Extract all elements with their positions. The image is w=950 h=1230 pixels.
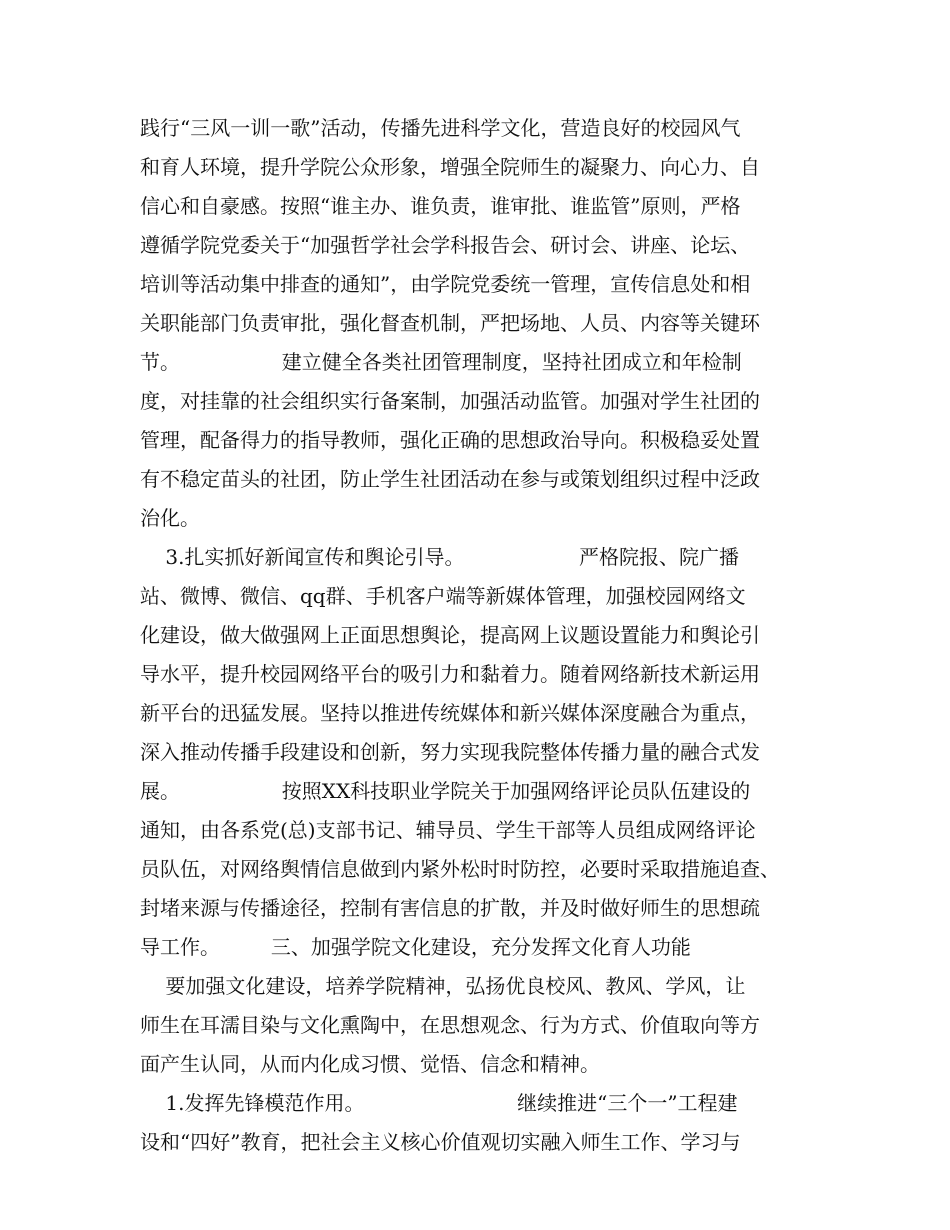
text-line: 践行“三风一训一歌”活动，传播先进科学文化，营造良好的校园风气 (140, 116, 741, 140)
text-line: 导水平，提升校园网络平台的吸引力和黏着力。随着网络新技术新运用 (140, 662, 760, 686)
text-line: 深入推动传播手段建设和创新，努力实现我院整体传播力量的融合式发 (140, 740, 760, 764)
text-line: 站、微博、微信、qq群、手机客户端等新媒体管理，加强校园网络文 (140, 584, 746, 608)
text-line: 3.扎实抓好新闻宣传和舆论引导。 严格院报、院广播 (140, 545, 739, 569)
section-heading-line: 导工作。 三、加强学院文化建设，充分发挥文化育人功能 (140, 935, 691, 959)
text-line: 化建设，做大做强网上正面思想舆论，提高网上议题设置能力和舆论引 (140, 623, 760, 647)
text-line: 关职能部门负责审批，强化督查机制，严把场地、人员、内容等关键环 (140, 311, 760, 335)
text-line: 设和“四好”教育，把社会主义核心价值观切实融入师生工作、学习与 (140, 1130, 741, 1154)
text-line: 有不稳定苗头的社团，防止学生社团活动在参与或策划组织过程中泛政 (140, 467, 760, 491)
text-line: 遵循学院党委关于“加强哲学社会学科报告会、研讨会、讲座、论坛、 (140, 233, 751, 257)
text-line: 培训等活动集中排查的通知”，由学院党委统一管理，宣传信息处和相 (140, 272, 751, 296)
text-line: 度，对挂靠的社会组织实行备案制，加强活动监管。加强对学生社团的 (140, 389, 760, 413)
text-line: 师生在耳濡目染与文化熏陶中，在思想观念、行为方式、价值取向等方 (140, 1013, 760, 1037)
text-line: 员队伍，对网络舆情信息做到内紧外松时时防控，必要时采取措施追查、 (140, 857, 780, 881)
text-line: 封堵来源与传播途径，控制有害信息的扩散，并及时做好师生的思想疏 (140, 896, 760, 920)
text-line: 和育人环境，提升学院公众形象，增强全院师生的凝聚力、向心力、自 (140, 155, 760, 179)
text-line: 要加强文化建设，培养学院精神，弘扬优良校风、教风、学风，让 (140, 974, 746, 998)
text-line: 管理，配备得力的指导教师，强化正确的思想政治导向。积极稳妥处置 (140, 428, 760, 452)
text-line: 新平台的迅猛发展。坚持以推进传统媒体和新兴媒体深度融合为重点， (140, 701, 760, 725)
text-line: 通知，由各系党(总)支部书记、辅导员、学生干部等人员组成网络评论 (140, 818, 756, 842)
text-line: 1.发挥先锋模范作用。 继续推进“三个一”工程建 (140, 1091, 738, 1115)
text-line: 治化。 (140, 506, 200, 530)
text-line: 信心和自豪感。按照“谁主办、谁负责，谁审批、谁监管”原则，严格 (140, 194, 741, 218)
text-line: 面产生认同，从而内化成习惯、觉悟、信念和精神。 (140, 1052, 600, 1076)
text-line: 展。 按照XX科技职业学院关于加强网络评论员队伍建设的 (140, 779, 751, 803)
text-line: 节。 建立健全各类社团管理制度，坚持社团成立和年检制 (140, 350, 742, 374)
